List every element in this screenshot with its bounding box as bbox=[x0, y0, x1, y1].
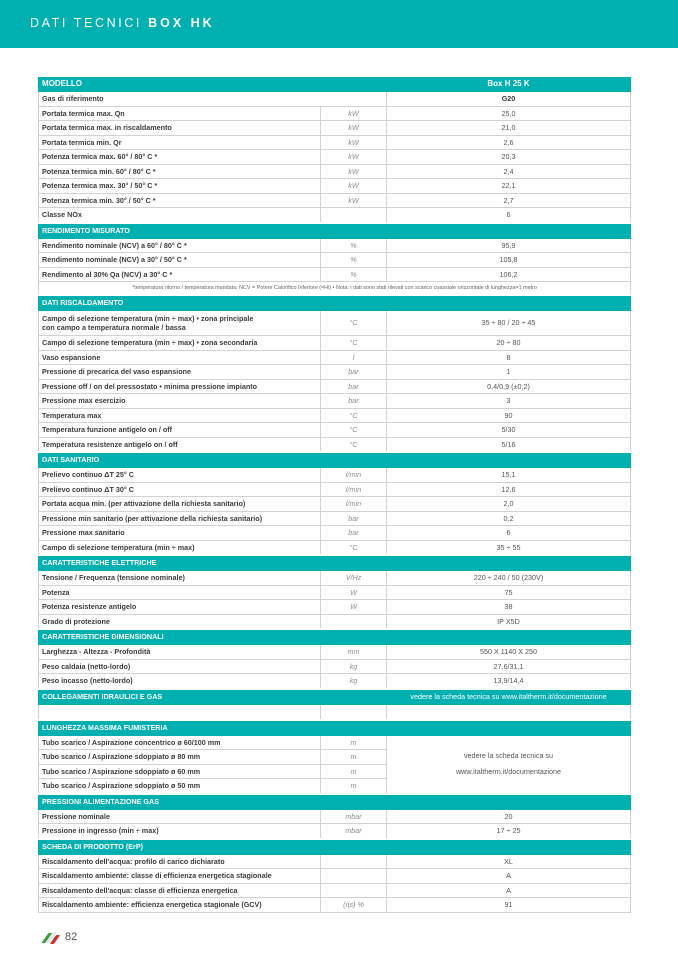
table-row bbox=[39, 645, 631, 660]
table-row bbox=[39, 511, 631, 526]
row-label: Potenza termica min. 60° / 80° C * bbox=[39, 164, 321, 179]
row-label: Pressione max sanitario bbox=[39, 526, 321, 541]
row-value: 12,6 bbox=[387, 482, 631, 497]
table-row bbox=[39, 150, 631, 165]
row-unit: kW bbox=[321, 121, 387, 136]
row-label: Temperatura funzione antigelo on / off bbox=[39, 423, 321, 438]
row-unit: V/Hz bbox=[321, 571, 387, 586]
section-title: LUNGHEZZA MASSIMA FUMISTERIA bbox=[39, 720, 631, 736]
row-label: Tubo scarico / Aspirazione sdoppiato ø 50 mm bbox=[39, 779, 321, 794]
row-value: 17 ÷ 25 bbox=[387, 824, 631, 839]
merged-value-line1: vedere la scheda tecnica su bbox=[463, 751, 554, 760]
section-title: SCHEDA DI PRODOTTO (ErP) bbox=[39, 839, 631, 855]
model-label: MODELLO bbox=[39, 76, 387, 92]
row-value: 20,3 bbox=[387, 150, 631, 165]
table-row bbox=[39, 883, 631, 898]
row-unit: kW bbox=[321, 179, 387, 194]
row-label: Potenza resistenze antigelo bbox=[39, 600, 321, 615]
row-unit: l/min bbox=[321, 497, 387, 512]
table-row bbox=[39, 365, 631, 380]
row-unit: mbar bbox=[321, 824, 387, 839]
section-value: vedere la scheda tecnica su www.italtherm.it/documentazione bbox=[387, 689, 631, 705]
row-label: Gas di riferimento bbox=[39, 92, 387, 107]
section-collegamenti bbox=[39, 689, 631, 705]
row-value: 2,6 bbox=[387, 135, 631, 150]
table-row bbox=[39, 585, 631, 600]
row-unit: °C bbox=[321, 336, 387, 351]
table-row bbox=[39, 540, 631, 555]
row-value: 2,7 bbox=[387, 193, 631, 208]
row-value: 0,4/0,9 (±0,2) bbox=[387, 379, 631, 394]
table-row bbox=[39, 311, 631, 336]
row-unit: l/min bbox=[321, 482, 387, 497]
row-unit: l/min bbox=[321, 468, 387, 483]
row-label: Peso caldaia (netto-lordo) bbox=[39, 659, 321, 674]
row-unit: bar bbox=[321, 394, 387, 409]
merged-value bbox=[387, 735, 631, 794]
row-unit: bar bbox=[321, 365, 387, 380]
row-unit: °C bbox=[321, 540, 387, 555]
row-label: Pressione max esercizio bbox=[39, 394, 321, 409]
blank-cell bbox=[39, 704, 321, 720]
table-row bbox=[39, 674, 631, 689]
table-row bbox=[39, 468, 631, 483]
section-title: PRESSIONI ALIMENTAZIONE GAS bbox=[39, 794, 631, 810]
row-value: 5/30 bbox=[387, 423, 631, 438]
row-unit: °C bbox=[321, 423, 387, 438]
row-value: 220 ÷ 240 / 50 (230V) bbox=[387, 571, 631, 586]
row-label: Prelievo continuo ΔT 25° C bbox=[39, 468, 321, 483]
row-value: 22,1 bbox=[387, 179, 631, 194]
row-label: Tubo scarico / Aspirazione sdoppiato ø 60 mm bbox=[39, 764, 321, 779]
row-value: 2,0 bbox=[387, 497, 631, 512]
row-label: Classe NOx bbox=[39, 208, 321, 223]
row-value: 106,2 bbox=[387, 267, 631, 282]
row-value: 8 bbox=[387, 350, 631, 365]
row-label: Prelievo continuo ΔT 30° C bbox=[39, 482, 321, 497]
table-row bbox=[39, 824, 631, 839]
row-unit: °C bbox=[321, 408, 387, 423]
table-row bbox=[39, 437, 631, 452]
table-row bbox=[39, 854, 631, 869]
row-value: 5/16 bbox=[387, 437, 631, 452]
footer bbox=[40, 930, 77, 944]
table-row bbox=[39, 659, 631, 674]
row-unit: kg bbox=[321, 659, 387, 674]
row-value: 95,9 bbox=[387, 238, 631, 253]
row-label: Pressione min sanitario (per attivazione della richiesta sanitario) bbox=[39, 511, 321, 526]
table-row bbox=[39, 600, 631, 615]
page-title-bold: BOX HK bbox=[148, 16, 215, 30]
table-row bbox=[39, 809, 631, 824]
row-label: Portata acqua min. (per attivazione della richiesta sanitario) bbox=[39, 497, 321, 512]
row-label: Pressione off / on del pressostato • minima pressione impianto bbox=[39, 379, 321, 394]
table-row bbox=[39, 208, 631, 223]
row-label-line1: Campo di selezione temperatura (min ÷ max) • zona principale bbox=[42, 313, 254, 323]
row-unit: % bbox=[321, 267, 387, 282]
row-unit: °C bbox=[321, 437, 387, 452]
row-label: Potenza bbox=[39, 585, 321, 600]
row-value: 2,4 bbox=[387, 164, 631, 179]
header-band bbox=[0, 0, 678, 48]
table-row bbox=[39, 526, 631, 541]
section-elettriche bbox=[39, 555, 631, 571]
row-value: 91 bbox=[387, 898, 631, 913]
table-row bbox=[39, 497, 631, 512]
table-row bbox=[39, 394, 631, 409]
blank-row bbox=[39, 704, 631, 720]
row-unit: m bbox=[321, 735, 387, 750]
section-fumisteria bbox=[39, 720, 631, 736]
row-unit bbox=[321, 854, 387, 869]
table-row bbox=[39, 869, 631, 884]
row-unit: l bbox=[321, 350, 387, 365]
row-value: 20 bbox=[387, 809, 631, 824]
table-row bbox=[39, 179, 631, 194]
page-title bbox=[30, 16, 215, 30]
row-value: A bbox=[387, 883, 631, 898]
row-value: 38 bbox=[387, 600, 631, 615]
row-value: 6 bbox=[387, 526, 631, 541]
table-row bbox=[39, 423, 631, 438]
row-label: Campo di selezione temperatura (min ÷ max) bbox=[39, 540, 321, 555]
row-unit: kW bbox=[321, 193, 387, 208]
table-row bbox=[39, 121, 631, 136]
row-unit: bar bbox=[321, 526, 387, 541]
table-row bbox=[39, 898, 631, 913]
row-unit: kW bbox=[321, 135, 387, 150]
model-header-row bbox=[39, 76, 631, 92]
row-label: Rendimento nominale (NCV) a 60° / 80° C * bbox=[39, 238, 321, 253]
table-row bbox=[39, 482, 631, 497]
row-label: Campo di selezione temperatura (min ÷ max) • zona secondaria bbox=[39, 336, 321, 351]
row-unit: W bbox=[321, 585, 387, 600]
section-riscaldamento bbox=[39, 295, 631, 311]
row-unit: m bbox=[321, 779, 387, 794]
row-label: Riscaldamento dell'acqua: profilo di carico dichiarato bbox=[39, 854, 321, 869]
row-value: 1 bbox=[387, 365, 631, 380]
table-row bbox=[39, 379, 631, 394]
section-erp bbox=[39, 839, 631, 855]
section-rendimento bbox=[39, 223, 631, 239]
row-unit bbox=[321, 208, 387, 223]
row-label: Riscaldamento ambiente: classe di efficienza energetica stagionale bbox=[39, 869, 321, 884]
row-unit bbox=[321, 869, 387, 884]
row-label: Grado di protezione bbox=[39, 614, 321, 629]
row-unit bbox=[321, 883, 387, 898]
section-title: DATI SANITARIO bbox=[39, 452, 631, 468]
row-label: Pressione in ingresso (min ÷ max) bbox=[39, 824, 321, 839]
row-value: 35 ÷ 55 bbox=[387, 540, 631, 555]
row-label: Portata termica min. Qr bbox=[39, 135, 321, 150]
row-label: Potenza termica max. 60° / 80° C * bbox=[39, 150, 321, 165]
row-unit: mbar bbox=[321, 809, 387, 824]
blank-cell bbox=[387, 704, 631, 720]
spec-table bbox=[38, 75, 631, 913]
table-row bbox=[39, 267, 631, 282]
row-value: 6 bbox=[387, 208, 631, 223]
row-unit: kW bbox=[321, 150, 387, 165]
table-row bbox=[39, 350, 631, 365]
table-row bbox=[39, 253, 631, 268]
row-unit: % bbox=[321, 253, 387, 268]
row-label: Larghezza - Altezza - Profondità bbox=[39, 645, 321, 660]
row-value: 25,0 bbox=[387, 106, 631, 121]
row-label: Pressione nominale bbox=[39, 809, 321, 824]
row-unit: (ηs) % bbox=[321, 898, 387, 913]
row-label: Tubo scarico / Aspirazione sdoppiato ø 80 mm bbox=[39, 750, 321, 765]
row-value: 75 bbox=[387, 585, 631, 600]
row-unit: W bbox=[321, 600, 387, 615]
row-unit: kg bbox=[321, 674, 387, 689]
row-label: Tubo scarico / Aspirazione concentrico ø 60/100 mm bbox=[39, 735, 321, 750]
row-label: Temperatura resistenze antigelo on / off bbox=[39, 437, 321, 452]
row-unit: kW bbox=[321, 164, 387, 179]
blank-cell bbox=[321, 704, 387, 720]
merged-value-line2: www.italtherm.it/documentazione bbox=[455, 767, 562, 776]
row-label bbox=[39, 311, 321, 336]
table-row bbox=[39, 135, 631, 150]
row-label: Potenza termica min. 30° / 50° C * bbox=[39, 193, 321, 208]
model-name: Box H 25 K bbox=[387, 76, 631, 92]
row-unit: bar bbox=[321, 379, 387, 394]
row-label: Riscaldamento ambiente: efficienza energetica stagionale (GCV) bbox=[39, 898, 321, 913]
row-label: Pressione di precarica del vaso espansione bbox=[39, 365, 321, 380]
row-value: 27,6/31,1 bbox=[387, 659, 631, 674]
row-unit: % bbox=[321, 238, 387, 253]
section-title: CARATTERISTICHE DIMENSIONALI bbox=[39, 629, 631, 645]
footnote-text: *temperatura ritorno / temperatura mandata; NCV = Potere Calorifico Inferiore (=Hi) • Nota: i dati sono stati rilevati con scarico coassiale orizzontale di lunghezza=1 metro bbox=[39, 282, 631, 296]
section-sanitario bbox=[39, 452, 631, 468]
section-title: RENDIMENTO MISURATO bbox=[39, 223, 631, 239]
section-dimensionali bbox=[39, 629, 631, 645]
table-row bbox=[39, 164, 631, 179]
row-value: 105,8 bbox=[387, 253, 631, 268]
row-value: 550 X 1140 X 250 bbox=[387, 645, 631, 660]
row-label: Rendimento nominale (NCV) a 30° / 50° C * bbox=[39, 253, 321, 268]
row-value: 90 bbox=[387, 408, 631, 423]
row-unit: m bbox=[321, 764, 387, 779]
section-gas-pressioni bbox=[39, 794, 631, 810]
row-unit: kW bbox=[321, 106, 387, 121]
row-label: Riscaldamento dell'acqua: classe di efficienza energetica bbox=[39, 883, 321, 898]
row-value: 21,0 bbox=[387, 121, 631, 136]
row-label: Portata termica max. Qn bbox=[39, 106, 321, 121]
row-label: Temperatura max bbox=[39, 408, 321, 423]
row-value: 15,1 bbox=[387, 468, 631, 483]
row-label: Rendimento al 30% Qa (NCV) a 30° C * bbox=[39, 267, 321, 282]
table-row bbox=[39, 614, 631, 629]
row-unit: °C bbox=[321, 311, 387, 336]
table-row bbox=[39, 735, 631, 750]
table-row bbox=[39, 106, 631, 121]
footnote-row bbox=[39, 282, 631, 296]
page-number: 82 bbox=[65, 931, 78, 943]
row-unit: mm bbox=[321, 645, 387, 660]
row-label: Potenza termica max. 30° / 50° C * bbox=[39, 179, 321, 194]
table-row bbox=[39, 408, 631, 423]
table-row bbox=[39, 238, 631, 253]
row-unit: bar bbox=[321, 511, 387, 526]
italian-flag-icon bbox=[40, 930, 58, 944]
row-unit: m bbox=[321, 750, 387, 765]
row-label: Portata termica max. in riscaldamento bbox=[39, 121, 321, 136]
row-value: 35 ÷ 80 / 20 ÷ 45 bbox=[387, 311, 631, 336]
row-label: Peso incasso (netto-lordo) bbox=[39, 674, 321, 689]
row-value: 13,9/14,4 bbox=[387, 674, 631, 689]
row-label: Tensione / Frequenza (tensione nominale) bbox=[39, 571, 321, 586]
row-value: G20 bbox=[387, 92, 631, 107]
section-title: COLLEGAMENTI IDRAULICI E GAS bbox=[39, 689, 387, 705]
section-title: DATI RISCALDAMENTO bbox=[39, 295, 631, 311]
row-value: 0,2 bbox=[387, 511, 631, 526]
row-label-line2: con campo a temperatura normale / bassa bbox=[42, 323, 186, 332]
table-row bbox=[39, 336, 631, 351]
row-unit bbox=[321, 614, 387, 629]
row-value: 3 bbox=[387, 394, 631, 409]
row-label: Vaso espansione bbox=[39, 350, 321, 365]
page-title-light: DATI TECNICI bbox=[30, 16, 142, 30]
row-value: A bbox=[387, 869, 631, 884]
table-row bbox=[39, 571, 631, 586]
table-row bbox=[39, 92, 631, 107]
row-value: IP X5D bbox=[387, 614, 631, 629]
table-row bbox=[39, 193, 631, 208]
section-title: CARATTERISTICHE ELETTRICHE bbox=[39, 555, 631, 571]
row-value: 20 ÷ 80 bbox=[387, 336, 631, 351]
row-value: XL bbox=[387, 854, 631, 869]
